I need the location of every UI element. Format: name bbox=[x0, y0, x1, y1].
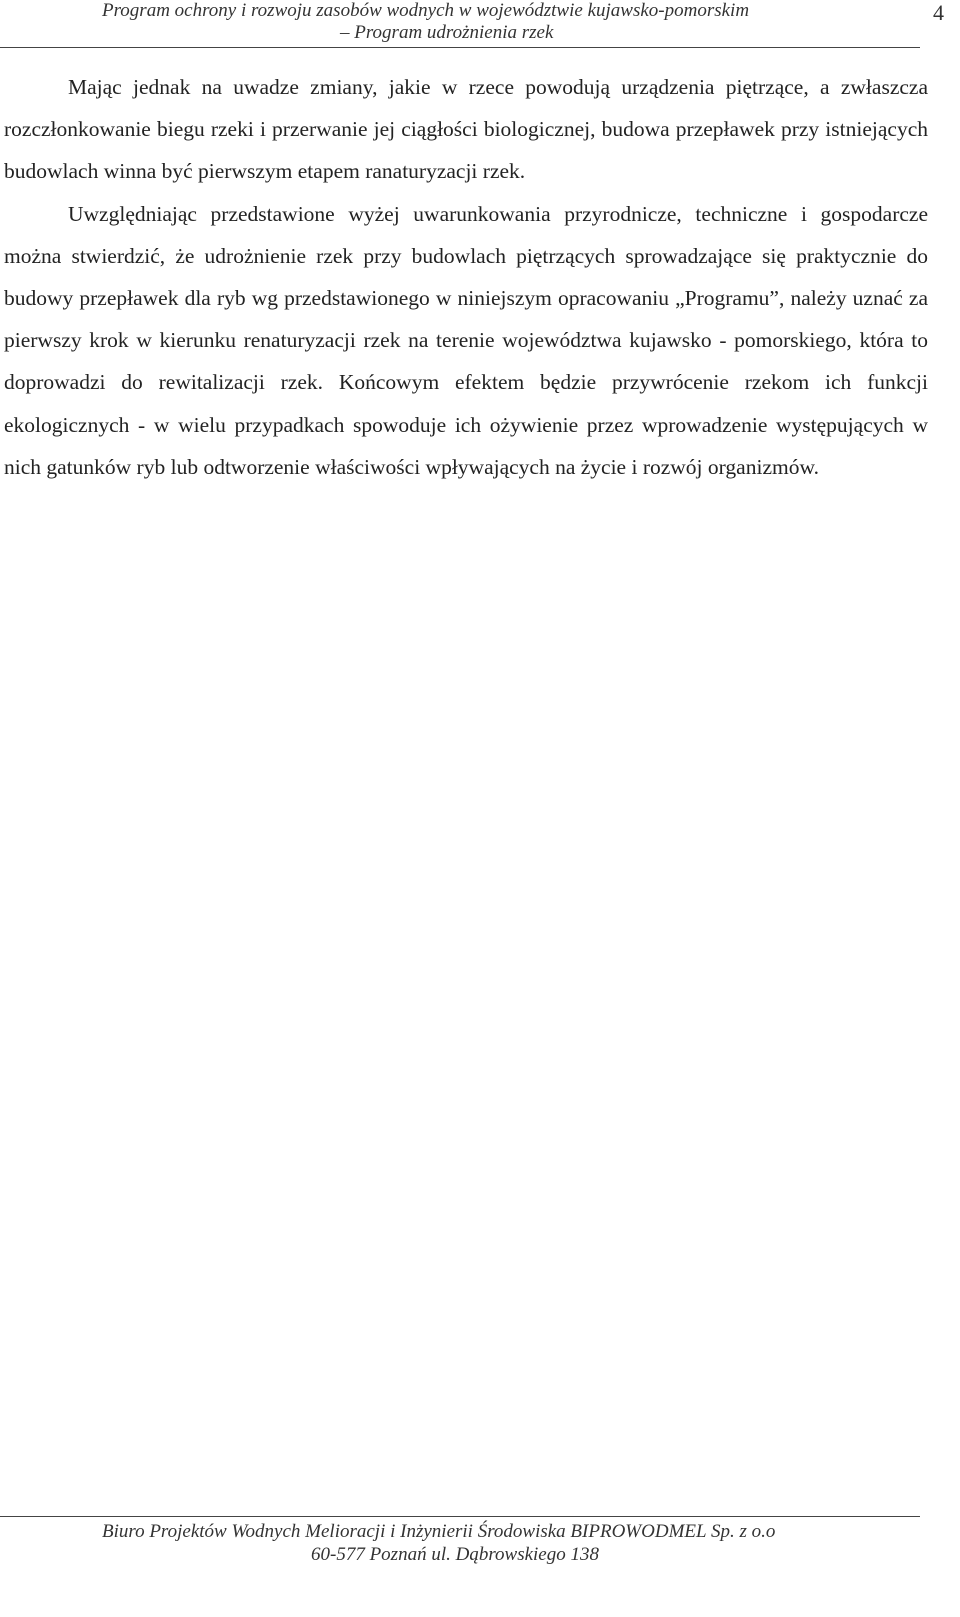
header-title: Program ochrony i rozwoju zasobów wodnych w województwie kujawsko-pomorskim bbox=[102, 0, 750, 21]
header-subtitle: – Program udrożnienia rzek bbox=[340, 22, 554, 43]
paragraph-1: Mając jednak na uwadze zmiany, jakie w rzece powodują urządzenia piętrzące, a zwłaszcza rozczłonkowanie biegu rzeki i przerwanie jej ciągłości biologicznej, budowa przepławek przy istniejących budowlach winna być pierwszym etapem ranaturyzacji rzek. bbox=[4, 75, 928, 184]
body-text bbox=[4, 66, 928, 488]
paragraph-2: Uwzględniając przedstawione wyżej uwarunkowania przyrodnicze, techniczne i gospodarcze można stwierdzić, że udrożnienie rzek przy budowlach piętrzących sprowadzające się praktycznie do budowy przepławek dla ryb wg przedstawionego w niniejszym opracowaniu „Programu”, należy uznać za pierwszy krok w kierunku renaturyzacji rzek na terenie województwa kujawsko - pomorskiego, która to doprowadzi do rewitalizacji rzek. Końcowym efektem będzie przywrócenie rzekom ich funkcji ekologicznych - w wielu przypadkach spowoduje ich ożywienie przez wprowadzenie występujących w nich gatunków ryb lub odtworzenie właściwości wpływających na życie i rozwój organizmów. bbox=[4, 201, 928, 479]
page-header bbox=[0, 0, 960, 50]
header-divider bbox=[0, 47, 920, 48]
footer-company: Biuro Projektów Wodnych Melioracji i Inżynierii Środowiska BIPROWODMEL Sp. z o.o bbox=[102, 1521, 776, 1542]
page-number: 4 bbox=[933, 0, 944, 25]
footer-divider bbox=[0, 1516, 920, 1517]
footer-address: 60-577 Poznań ul. Dąbrowskiego 138 bbox=[311, 1544, 599, 1565]
